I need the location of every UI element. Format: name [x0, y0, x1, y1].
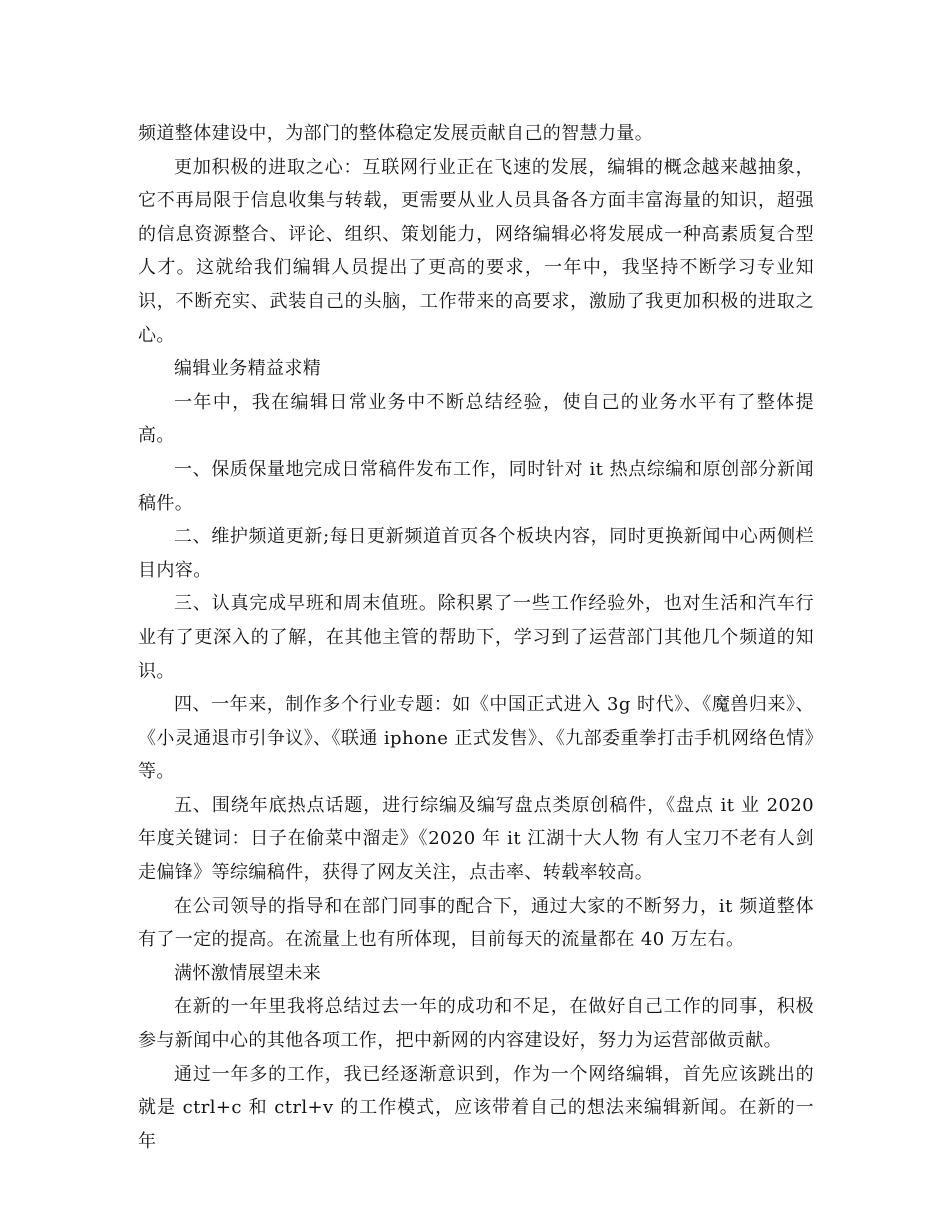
paragraph-1: 频道整体建设中，为部门的整体稳定发展贡献自己的智慧力量。: [138, 123, 654, 144]
paragraph-4: 在公司领导的指导和在部门同事的配合下，通过大家的不断努力，it 频道整体有了一定的提高。在流量上也有所体现，目前每天的流量都在 40 万左右。: [138, 895, 814, 951]
paragraph-5: 在新的一年里我将总结过去一年的成功和不足，在做好自己工作的同事，积极参与新闻中心的其他各项工作，把中新网的内容建设好，努力为运营部做贡献。: [138, 996, 814, 1052]
paragraph-6: 通过一年多的工作，我已经逐渐意识到，作为一个网络编辑，首先应该跳出的就是 ctrl+c 和 ctrl+v 的工作模式，应该带着自己的想法来编辑新闻。在新的一年: [138, 1063, 814, 1152]
section-heading-future: 满怀激情展望未来: [174, 962, 322, 984]
list-item-1: 一、保质保量地完成日常稿件发布工作，同时针对 it 热点综编和原创部分新闻稿件。: [138, 458, 814, 514]
paragraph-3: 一年中，我在编辑日常业务中不断总结经验，使自己的业务水平有了整体提高。: [138, 391, 814, 447]
list-item-5: 五、围绕年底热点话题，进行综编及编写盘点类原创稿件，《盘点 it 业 2020 年度关键词：日子在偷菜中溜走》《2020 年 it 江湖十大人物 有人宝刀不老有人剑走偏锋》等综编稿件，获得了网友关注，点击率、转载率较高。: [138, 794, 814, 884]
paragraph-2: 更加积极的进取之心：互联网行业正在飞速的发展，编辑的概念越来越抽象，它不再局限于信息收集与转载，更需要从业人员具备各方面丰富海量的知识，超强的信息资源整合、评论、组织、策划能力，网络编辑必将发展成一种高素质复合型人才。这就给我们编辑人员提出了更高的要求，一年中，我坚持不断学习专业知识，不断充实、武装自己的头脑，工作带来的高要求，激励了我更加积极的进取之心。: [138, 156, 814, 346]
section-heading-editing: 编辑业务精益求精: [174, 358, 322, 380]
list-item-3: 三、认真完成早班和周末值班。除积累了一些工作经验外，也对生活和汽车行业有了更深入的了解，在其他主管的帮助下，学习到了运营部门其他几个频道的知识。: [138, 593, 814, 682]
list-item-2: 二、维护频道更新;每日更新频道首页各个板块内容，同时更换新闻中心两侧栏目内容。: [138, 526, 814, 581]
list-item-4: 四、一年来，制作多个行业专题：如《中国正式进入 3g 时代》、《魔兽归来》、《小灵通退市引争议》、《联通 iphone 正式发售》、《九部委重拳打击手机网络色情》等。: [138, 694, 814, 783]
document-body: [138, 117, 814, 1158]
